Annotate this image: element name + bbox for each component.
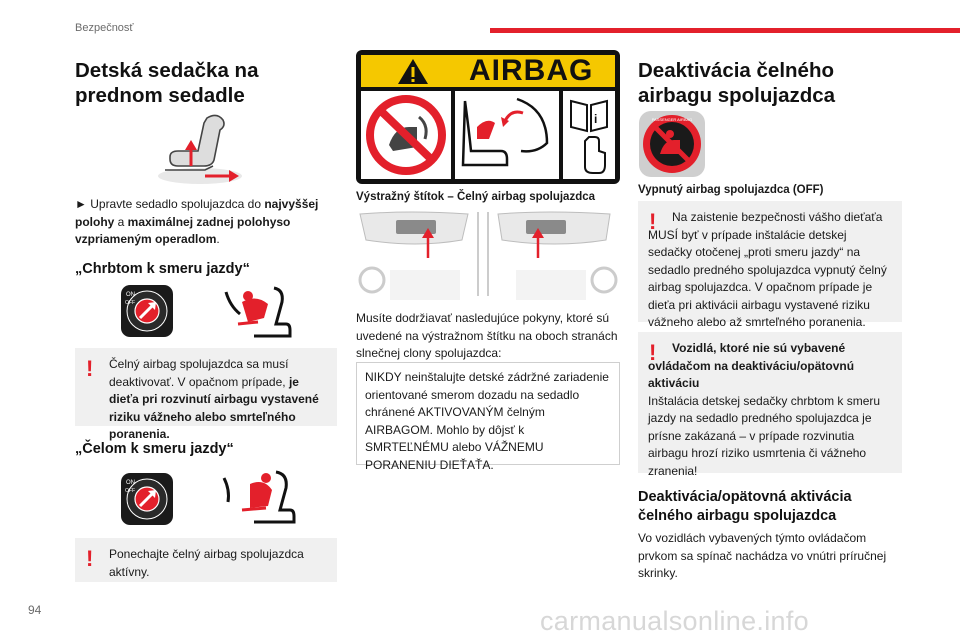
rear-facing-seat-icon [222,282,294,342]
label-airbag-word: AIRBAG [469,54,594,87]
warning-forward-facing: ! Ponechajte čelný airbag spolujazdca aktívny. [75,538,337,582]
label-panel-prohibited [361,91,451,179]
watermark: carmanualsonline.info [540,606,809,636]
warning-icon: ! [649,209,657,234]
warning-rear-facing: ! Čelný airbag spolujazdca sa musí deaktivovať. V opačnom prípade, je dieťa pri rozvinutí airbagu vystavené riziku vážneho alebo smrteľného poranenia. [75,348,337,426]
seat-adjust-illustration [145,110,255,190]
sun-visor-illustration [356,208,620,300]
airbag-warning-label [356,50,620,184]
warning-deactivation: ! Na zaistenie bezpečnosti vášho dieťaťa MUSÍ byť v prípade inštalácie detskej sedačky otočenej „proti smeru jazdy“ na sedadlo predného spolujazdca vypnutý čelný airbag spolujazdca. V opačnom prípade je dieťa pri aktivácii airbagu vystavené riziku vážneho alebo až smrteľného poranenia. [638,201,902,322]
airbag-off-caption: Vypnutý airbag spolujazdca (OFF) [638,184,824,196]
switch-location-text: Vo vozidlách vybavených týmto ovládačom prvkom sa spínač nachádza vo vnútri príručnej skrinky. [638,531,887,580]
svg-text:OFF: OFF [125,300,135,306]
header-accent-bar [490,28,960,33]
svg-text:ON: ON [126,292,135,298]
forward-facing-seat-icon [220,466,296,528]
heading-deactivation-reactivation: Deaktivácia/opätovná aktivácia čelného airbagu spolujazdca [638,489,852,524]
heading-child-seat: Detská sedačka na prednom sedadle [75,59,259,107]
warning-no-switch: ! Vozidlá, ktoré nie sú vybavené ovládačom na deaktiváciu/opätovnú aktiváciu Inštalácia detskej sedačky chrbtom k smeru jazdy na sedadlo predného spolujazdca je prísne zakázaná – v prípade rozvinutia airbagu hrozí riziko usmrtenia či vážneho zranenia! [638,332,902,473]
seat-instruction: ► Upravte sedadlo spolujazdca do najvyššej polohy a maximálnej zadnej polohyso vzpriameným operadlom. [75,197,319,246]
page-number: 94 [28,603,42,617]
label-panel-manual [563,91,615,179]
manual-book-icon [563,91,615,179]
warning-icon: ! [86,546,94,571]
svg-text:PASSENGER AIRBAG: PASSENGER AIRBAG [651,117,693,122]
warning-icon: ! [649,340,657,365]
label-panel-deploy [455,91,559,179]
heading-deactivation: Deaktivácia čelného airbagu spolujazdca [638,59,836,107]
heading-forward-facing: „Čelom k smeru jazdy“ [75,441,234,457]
label-caption: Výstražný štítok – Čelný airbag spolujazdca [356,191,596,203]
no-rear-seat-icon [361,91,451,179]
svg-text:OFF: OFF [125,488,135,494]
hazard-triangle-icon [397,58,429,85]
heading-rear-facing: „Chrbtom k smeru jazdy“ [75,261,250,277]
section-title: Bezpečnosť [75,22,134,34]
airbag-deploy-icon [455,91,559,179]
visor-instruction: Musíte dodržiavať nasledujúce pokyny, ktoré sú uvedené na výstražnom štítku na oboch stranách slnečnej clony spolujazdca: [356,311,618,360]
airbag-switch-off-icon [120,284,174,338]
label-yellow-band [361,55,615,87]
airbag-switch-on-icon [120,472,174,526]
visor-label-notice: NIKDY neinštalujte detské zádržné zariadenie orientované smerom dozadu na sedadlo chránené AKTIVOVANÝM čelným AIRBAGOM. Mohlo by dôjsť k SMRTEĽNÉMU alebo VÁŽNEMU PORANENIU DIEŤAŤA. [356,362,620,465]
warning-icon: ! [86,356,94,381]
svg-text:i: i [594,112,598,126]
passenger-airbag-off-badge-icon [638,110,706,178]
svg-text:ON: ON [126,480,135,486]
